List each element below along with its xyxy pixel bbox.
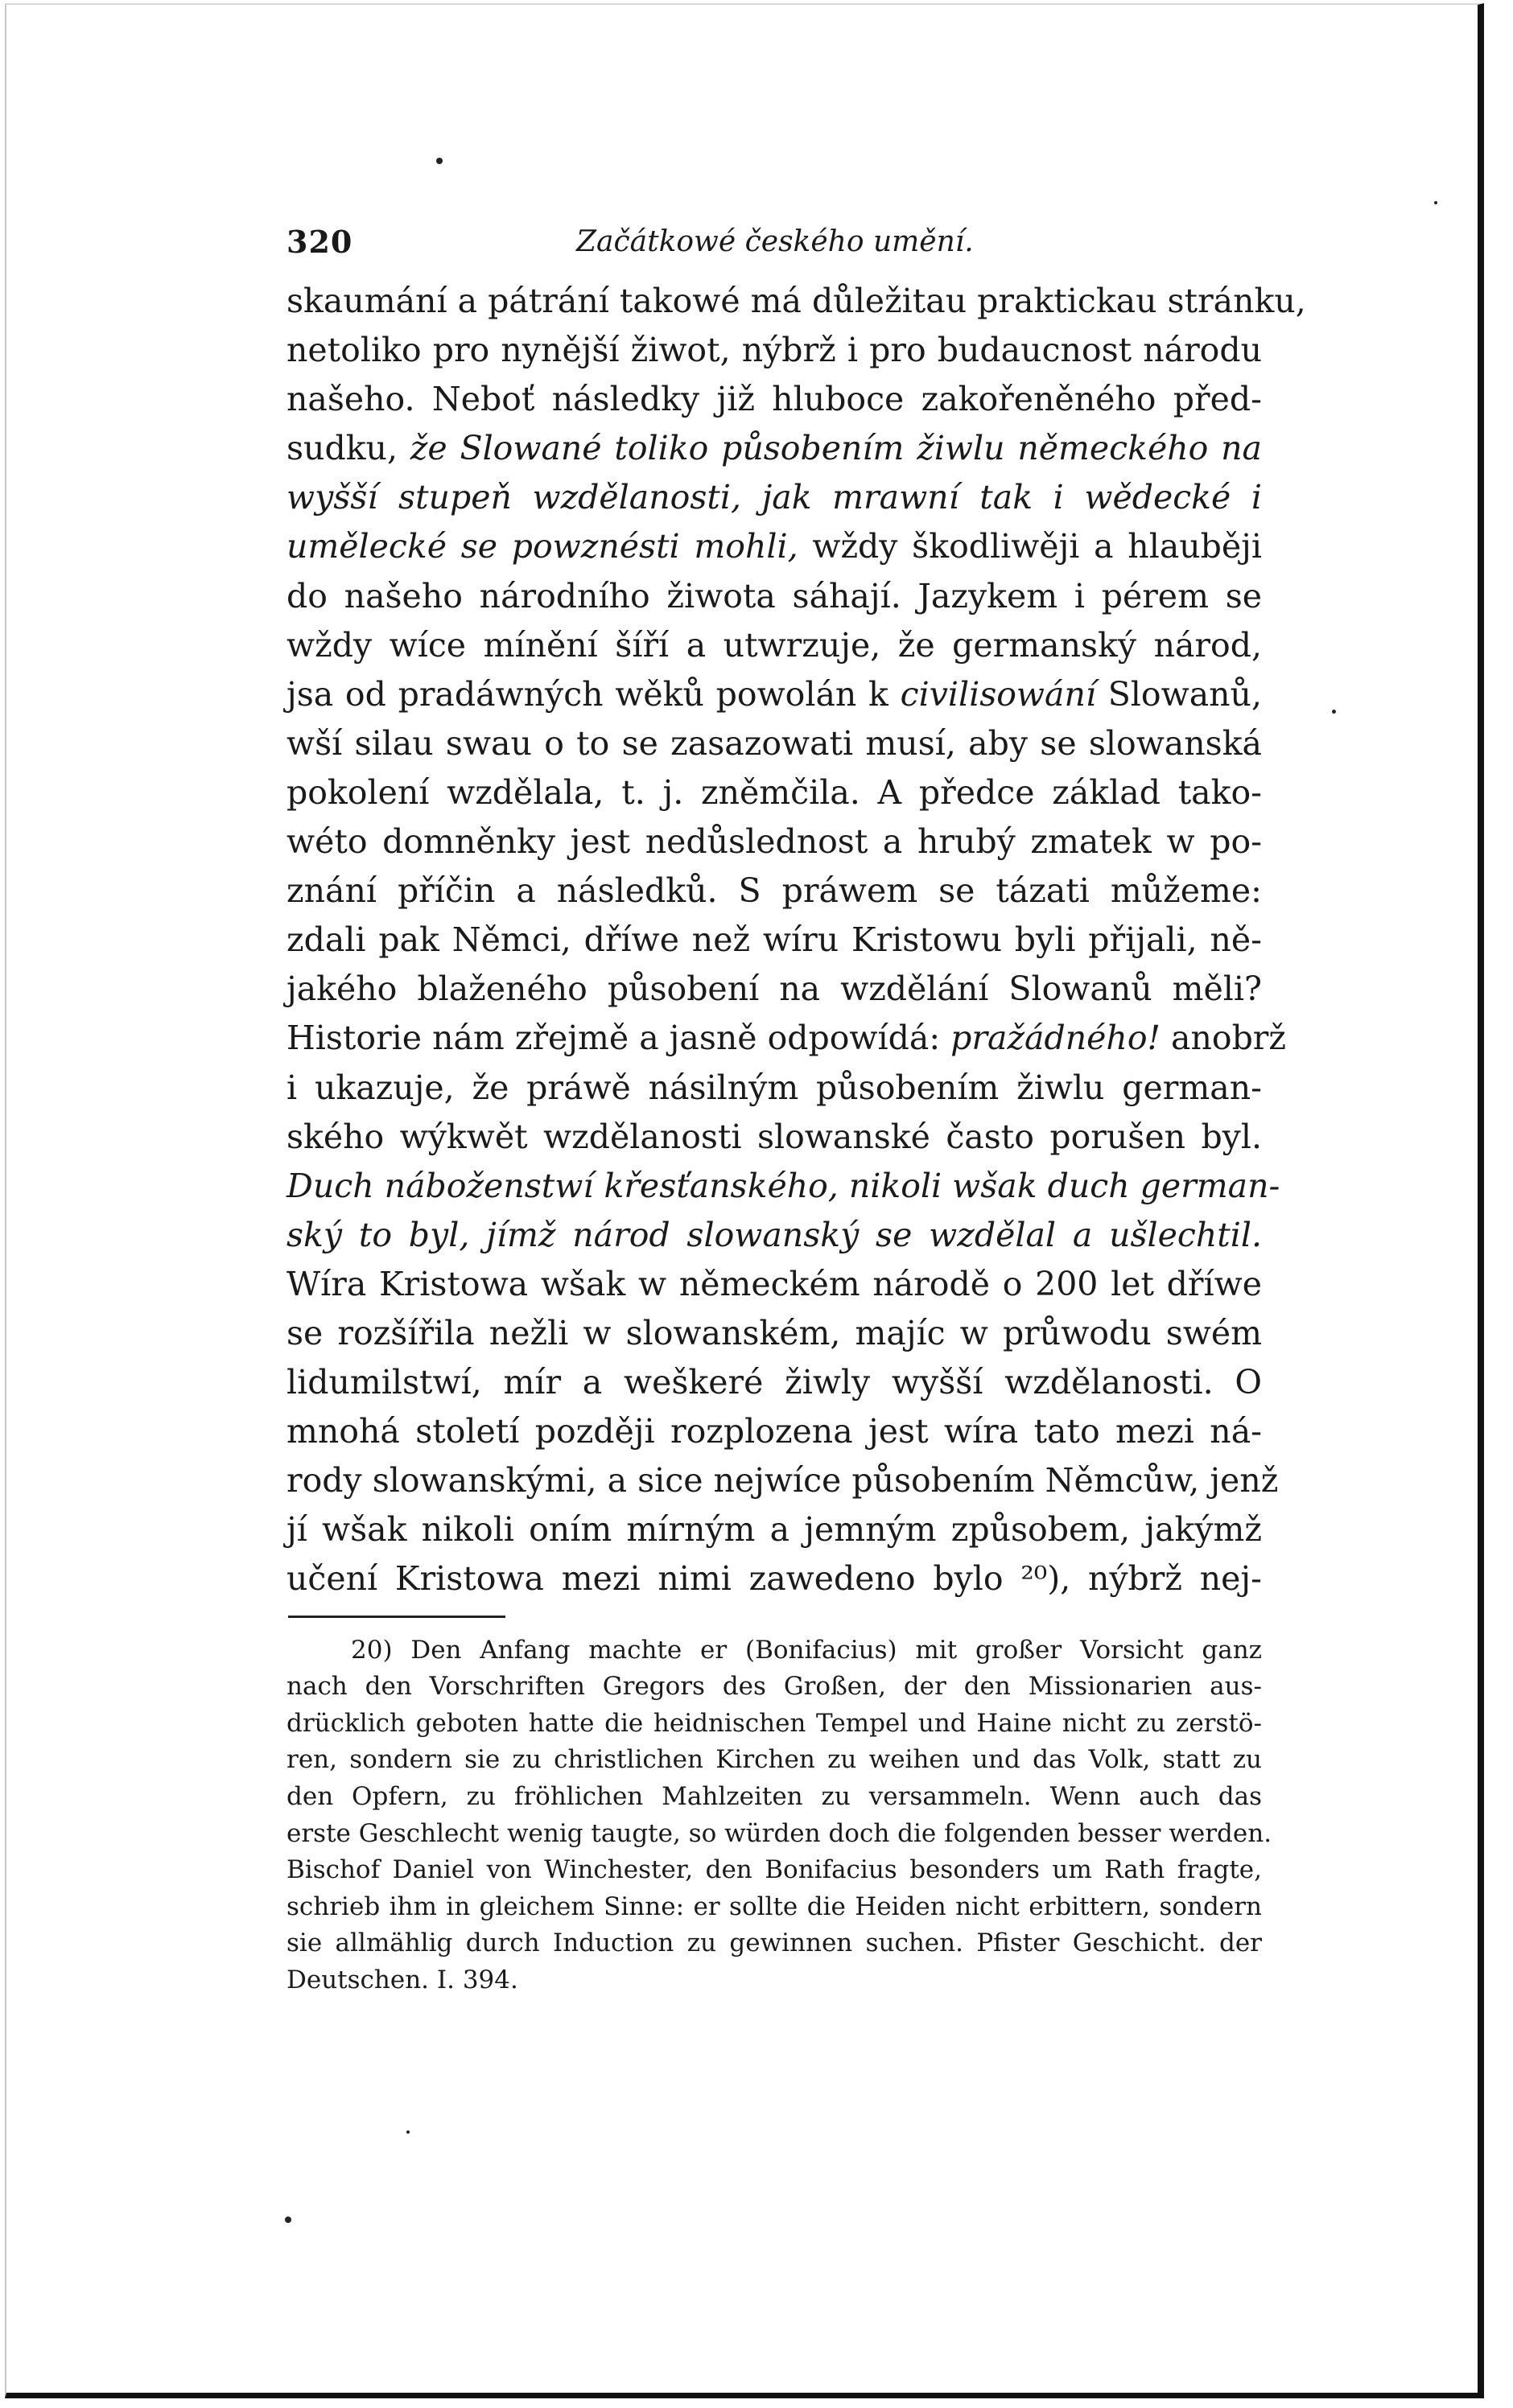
text-segment: pokolení wzdělala, t. j. zněmčila. A předce základ tako- <box>287 772 1262 812</box>
footnote-line: Deutschen. I. 394. <box>287 1965 518 1994</box>
text-line <box>287 866 1262 916</box>
page-header <box>287 200 1262 277</box>
text-line <box>287 1014 1287 1063</box>
text-line <box>287 1162 1280 1211</box>
speck <box>1434 201 1437 204</box>
text-line <box>287 1505 1262 1554</box>
main-text <box>287 277 1306 1604</box>
text-segment: netoliko pro nynější žiwot, nýbrž i pro budaucnost národu <box>287 331 1262 370</box>
text-line <box>287 522 1262 571</box>
text-segment: ský to byl, jímž národ slowanský se wzdělal a ušlechtil. <box>287 1215 1262 1254</box>
footnote-line: erste Geschlecht wenig taugte, so würden doch die folgenden besser werden. <box>287 1818 1272 1848</box>
text-segment: Duch náboženstwí křesťanského, nikoli wšak duch german- <box>287 1166 1280 1205</box>
text-segment: mnohá století později rozplozena jest wíra tato mezi ná- <box>287 1412 1262 1451</box>
page-content <box>287 200 1306 1998</box>
footnote-separator <box>288 1616 505 1618</box>
footnote-line: schrieb ihm in gleichem Sinne: er sollte die Heiden nicht erbittern, sondern <box>287 1891 1262 1921</box>
footnote-line: sie allmählig durch Induction zu gewinnen suchen. Pfister Geschicht. der <box>287 1928 1262 1958</box>
text-line <box>287 670 1262 719</box>
text-segment: i ukazuje, že práwě násilným působením žiwlu german- <box>287 1068 1262 1107</box>
text-line <box>287 326 1262 375</box>
speck <box>285 2217 291 2223</box>
text-segment: zdali pak Němci, dříwe než wíru Kristowu byli přijali, ně- <box>287 920 1262 960</box>
text-line <box>287 916 1262 965</box>
text-segment: anobrž <box>1161 1019 1287 1058</box>
text-segment: jí wšak nikoli oním mírným a jemným způsobem, jakýmž <box>287 1510 1262 1550</box>
text-line <box>287 719 1262 768</box>
text-line <box>287 621 1262 670</box>
text-segment: lidumilstwí, mír a weškeré žiwly wyšší wzdělanosti. O <box>287 1363 1262 1402</box>
text-line <box>287 768 1262 817</box>
text-line <box>287 277 1306 326</box>
text-segment: skaumání a pátrání takowé má důležitau praktickau stránku, <box>287 282 1306 320</box>
text-segment: civilisowání <box>900 674 1096 714</box>
text-line <box>287 473 1262 522</box>
footnote-line: Bischof Daniel von Winchester, den Bonifacius besonders um Rath fragte, <box>287 1855 1262 1885</box>
footnote-line: drücklich geboten hatte die heidnischen Tempel und Haine nicht zu zerstö- <box>287 1708 1262 1738</box>
speck <box>1332 710 1336 714</box>
footnote-line: ren, sondern sie zu christlichen Kirchen zu weihen und das Volk, statt zu <box>287 1745 1262 1775</box>
text-segment: Slowanů, <box>1095 674 1262 714</box>
text-segment: sudku, <box>287 429 410 468</box>
text-line <box>287 1407 1262 1456</box>
text-segment: znání příčin a následků. S práwem se tázati můžeme: <box>287 871 1262 911</box>
text-segment: wéto domněnky jest nedůslednost a hrubý zmatek w po- <box>287 822 1262 862</box>
text-line <box>287 572 1262 621</box>
text-line <box>287 424 1262 473</box>
text-segment: ského wýkwět wzdělanosti slowanské často porušen byl. <box>287 1117 1262 1156</box>
text-line <box>287 1260 1262 1309</box>
text-segment: pražádného! <box>950 1019 1161 1058</box>
text-segment: Wíra Kristowa wšak w německém národě o 200 let dříwe <box>287 1264 1262 1303</box>
text-segment: jakého blaženého působení na wzdělání Slowanů měli? <box>287 969 1262 1009</box>
text-segment: Historie nám zřejmě a jasně odpowídá: <box>287 1019 951 1058</box>
footnote-line: den Opfern, zu fröhlichen Mahlzeiten zu versammeln. Wenn auch das <box>287 1781 1262 1811</box>
text-line <box>287 375 1262 424</box>
text-segment: učení Kristowa mezi nimi zawedeno bylo ²⁰), nýbrž nej- <box>287 1559 1262 1599</box>
footnotes <box>287 1632 1272 1999</box>
footnote-line: 20) Den Anfang machte er (Bonifacius) mit großer Vorsicht ganz <box>351 1635 1262 1665</box>
speck <box>436 158 443 164</box>
text-line <box>287 1113 1262 1162</box>
text-segment: wždy wíce mínění šíří a utwrzuje, že germanský národ, <box>287 625 1262 665</box>
page-number: 320 <box>287 224 353 260</box>
text-line <box>287 1309 1262 1358</box>
footnote-line: nach den Vorschriften Gregors des Großen, der den Missionarien aus- <box>287 1672 1262 1702</box>
text-line <box>287 1211 1262 1260</box>
text-segment: že Slowané toliko působením žiwlu německého na <box>410 429 1262 468</box>
text-line <box>287 965 1262 1014</box>
text-segment: rody slowanskými, a sice nejwíce působením Němcůw, jenž <box>287 1461 1279 1500</box>
text-segment: se rozšířila nežli w slowanském, majíc w průwodu swém <box>287 1313 1262 1352</box>
text-segment: jsa od pradáwných wěků powolán k <box>287 674 901 714</box>
text-segment: našeho. Neboť následky již hluboce zakořeněného před- <box>287 380 1262 419</box>
text-segment: do našeho národního žiwota sáhají. Jazykem i pérem se <box>287 576 1262 615</box>
text-line <box>287 1554 1262 1603</box>
text-line <box>287 1358 1262 1407</box>
running-title: Začátkowé českého umění. <box>576 225 974 258</box>
text-segment: wyšší stupeň wzdělanosti, jak mrawní tak i wědecké i <box>287 478 1262 517</box>
text-segment: wždy škodliwěji a hlauběji <box>798 527 1262 566</box>
text-line <box>287 1456 1279 1505</box>
text-segment: wší silau swau o to se zasazowati musí, aby se slowanská <box>287 723 1262 763</box>
text-line <box>287 817 1262 866</box>
text-line <box>287 1064 1262 1113</box>
text-segment: umělecké se powznésti mohli, <box>287 527 798 566</box>
speck <box>406 2130 410 2134</box>
